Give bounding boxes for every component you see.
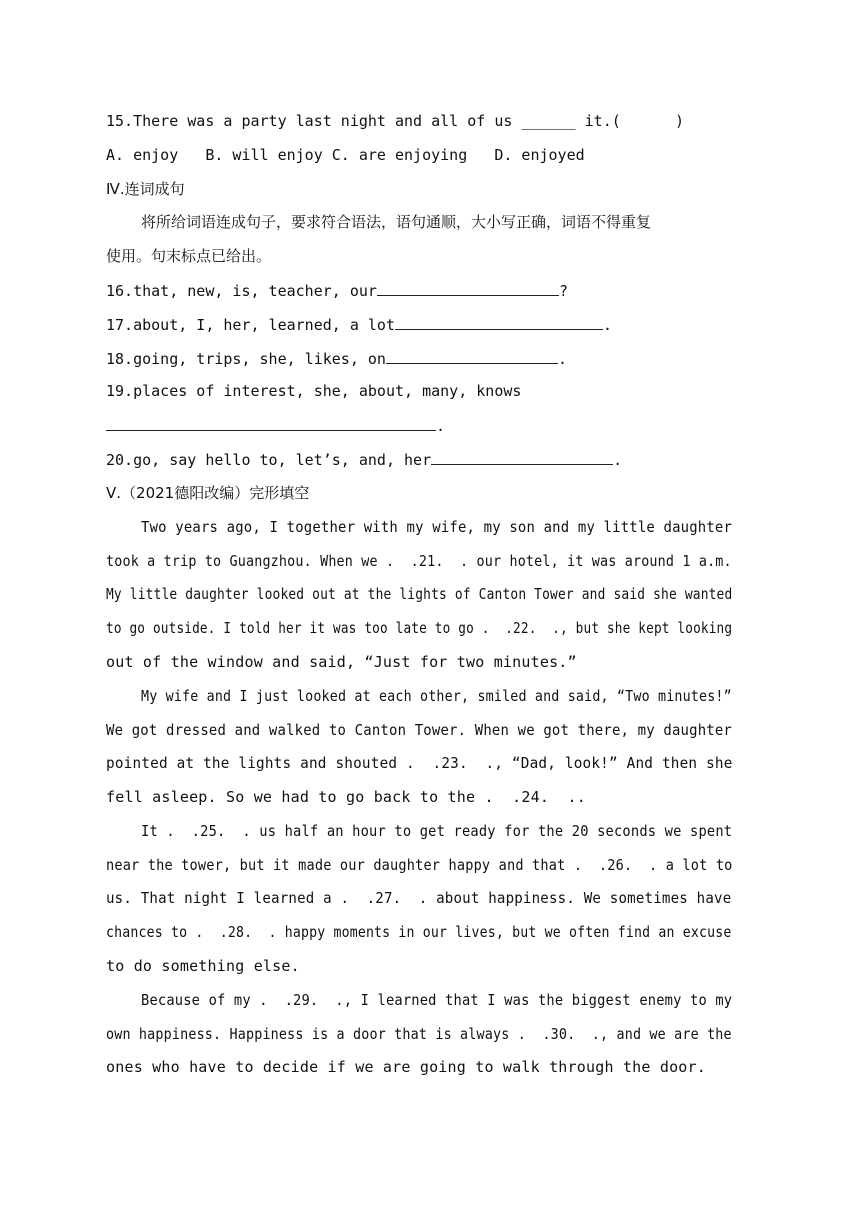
passage-line: My wife and I just looked at each other, smiled and said, “Two minutes!” (141, 687, 732, 705)
section-4-instruction-line-2: 使用。句末标点已给出。 (106, 247, 272, 265)
question-18-end: . (557, 350, 567, 368)
answer-blank-18[interactable] (386, 348, 558, 364)
question-20-text: 20.go, say hello to, let’s, and, her (106, 451, 432, 469)
answer-blank-20[interactable] (431, 449, 613, 465)
passage-line: out of the window and said, “Just for two minutes.” (106, 653, 577, 671)
question-17-text: 17.about, I, her, learned, a lot (106, 316, 395, 334)
passage-line: Because of my . .29. ., I learned that I was the biggest enemy to my (141, 991, 733, 1009)
question-19-text: 19.places of interest, she, about, many, knows (106, 382, 522, 400)
passage-line: to go outside. I told her it was too late to go . .22. ., but she kept looking (106, 619, 733, 637)
question-15-stem: 15.There was a party last night and all of us ______ it.( ) (106, 112, 684, 130)
passage-line: pointed at the lights and shouted . .23. ., “Dad, look!” And then she (106, 754, 733, 772)
section-5-heading: Ⅴ.（2021德阳改编）完形填空 (106, 484, 310, 502)
passage-line: to do something else. (106, 957, 300, 975)
passage-line: near the tower, but it made our daughter happy and that . .26. . a lot to (106, 856, 733, 874)
passage-line: My little daughter looked out at the lights of Canton Tower and said she wanted (106, 585, 733, 603)
question-18-text: 18.going, trips, she, likes, on (106, 350, 386, 368)
question-19-answer-line (106, 415, 732, 435)
answer-blank-19[interactable] (106, 415, 436, 431)
passage-line: ones who have to decide if we are going to walk through the door. (106, 1058, 706, 1076)
section-4-instruction-line-1: 将所给词语连成句子，要求符合语法，语句通顺，大小写正确，词语不得重复 (141, 213, 652, 231)
question-16-text: 16.that, new, is, teacher, our (106, 282, 377, 300)
passage-line: Two years ago, I together with my wife, my son and my little daughter (141, 518, 733, 536)
passage-line: own happiness. Happiness is a door that is always . .30. ., and we are the (106, 1025, 732, 1043)
question-17 (106, 314, 732, 334)
question-17-end: . (602, 316, 613, 334)
question-19 (106, 381, 732, 401)
question-16-end: ? (558, 282, 568, 300)
passage-line: fell asleep. So we had to go back to the . .24. .. (106, 788, 586, 806)
answer-blank-17[interactable] (395, 314, 603, 330)
answer-blank-16[interactable] (377, 280, 559, 296)
question-15-options: A. enjoy B. will enjoy C. are enjoying D. enjoyed (106, 146, 585, 164)
passage-line: took a trip to Guangzhou. When we . .21. . our hotel, it was around 1 a.m. (106, 552, 732, 570)
passage-line: us. That night I learned a . .27. . about happiness. We sometimes have (106, 889, 732, 907)
passage-line: chances to . .28. . happy moments in our lives, but we often find an excuse (106, 923, 732, 941)
section-4-heading: Ⅳ.连词成句 (106, 180, 185, 198)
passage-line: We got dressed and walked to Canton Tower. When we got there, my daughter (106, 721, 733, 739)
question-20 (106, 449, 732, 469)
question-19-end: . (436, 417, 446, 435)
question-18 (106, 348, 732, 368)
question-16 (106, 280, 732, 300)
question-20-end: . (613, 451, 623, 469)
passage-line: It . .25. . us half an hour to get ready for the 20 seconds we spent (141, 822, 733, 840)
